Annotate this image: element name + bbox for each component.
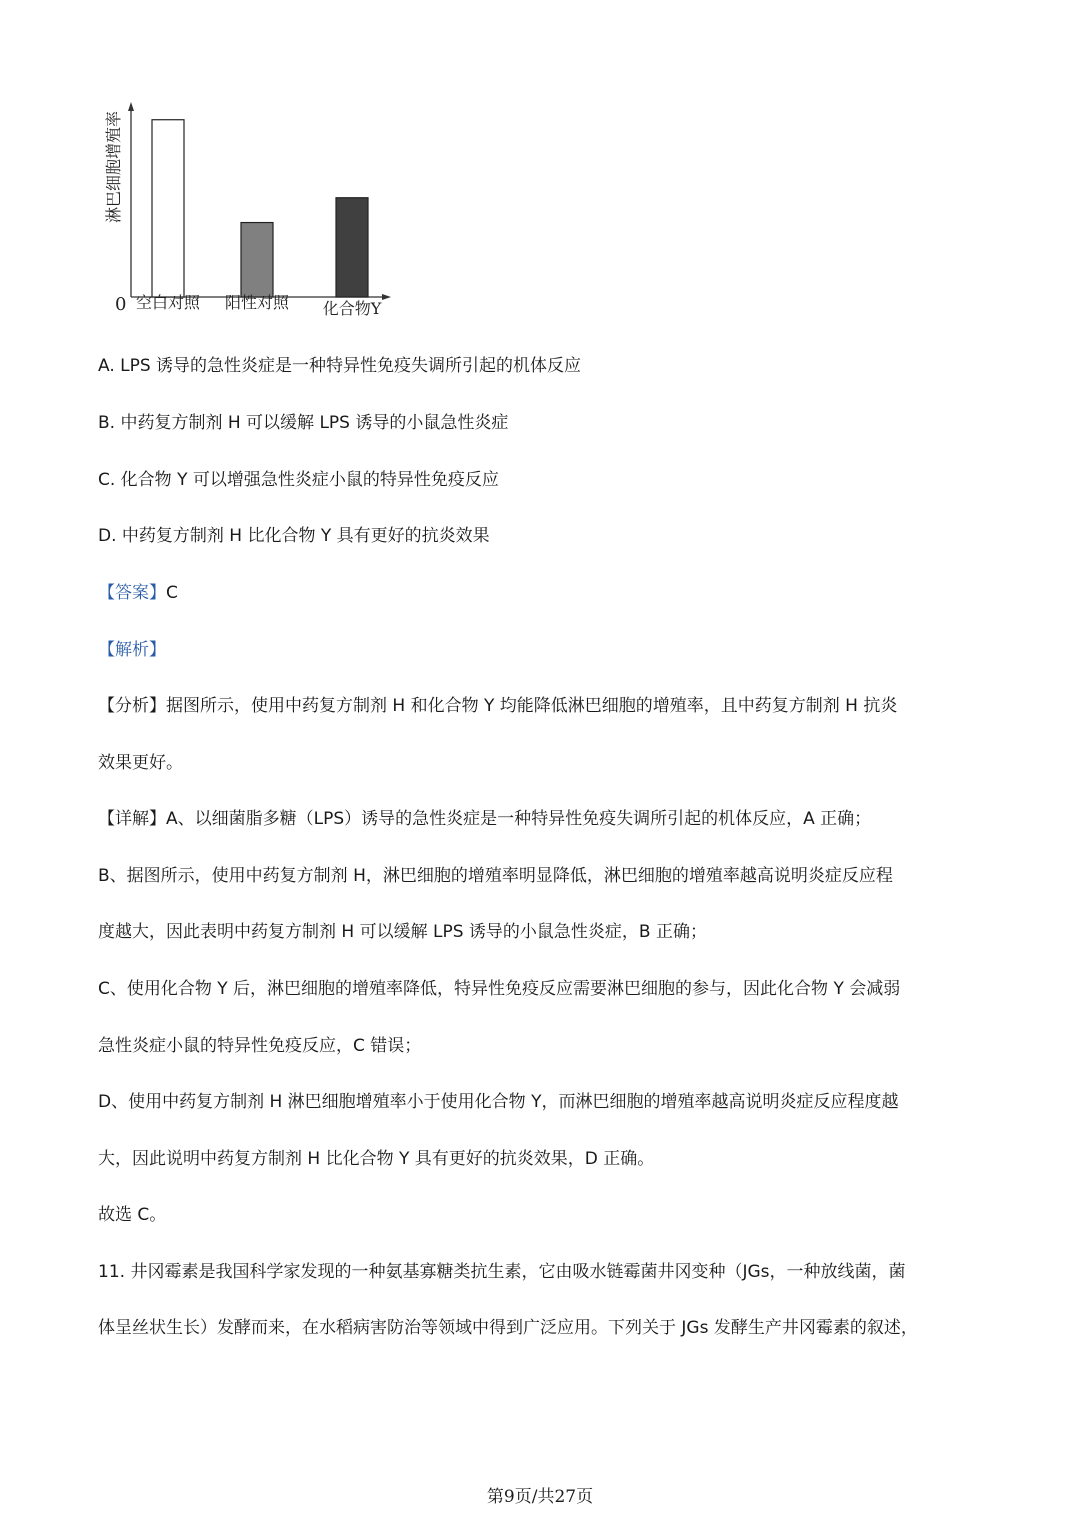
page-footer: 第9页/共27页: [486, 1487, 594, 1507]
x-tick-label: 空白对照: [135, 293, 201, 312]
xiangjie-tag: 【详解】: [98, 809, 166, 829]
xiangjie-d-1: D、使用中药复方制剂 H 淋巴细胞增殖率小于使用化合物 Y，而淋巴细胞的增殖率越高说明炎症反应程度越: [98, 1092, 899, 1112]
origin-label: 0: [115, 294, 127, 315]
x-axis-arrow: [382, 294, 391, 300]
fenxi-tag: 【分析】: [98, 696, 166, 716]
y-axis-arrow: [128, 102, 134, 111]
question11-line2: 体呈丝状生长）发酵而来，在水稻病害防治等领域中得到广泛应用。下列关于 JGs 发酵生产井冈霉素的叙述，: [98, 1318, 918, 1338]
answer-line: [98, 579, 178, 607]
option-d: D. 中药复方制剂 H 比化合物 Y 具有更好的抗炎效果: [98, 526, 490, 546]
fenxi-text-1: 据图所示，使用中药复方制剂 H 和化合物 Y 均能降低淋巴细胞的增殖率，且中药复方制剂 H 抗炎: [166, 696, 898, 716]
xiangjie-c-2: 急性炎症小鼠的特异性免疫反应，C 错误；: [98, 1036, 422, 1056]
analysis-fenxi-line1: [98, 692, 897, 720]
xiangjie-c-1: C、使用化合物 Y 后，淋巴细胞的增殖率降低，特异性免疫反应需要淋巴细胞的参与，因此化合物 Y 会减弱: [98, 979, 901, 999]
analysis-xiangjie-line: [98, 805, 871, 833]
bar: [152, 120, 184, 297]
bar: [241, 223, 273, 297]
analysis-tag: 【解析】: [98, 640, 166, 660]
fenxi-text-2: 效果更好。: [98, 753, 183, 773]
answer-tag: 【答案】: [98, 583, 166, 603]
y-axis-label: 淋巴细胞增殖率: [104, 110, 123, 224]
question11-line1: 11. 井冈霉素是我国科学家发现的一种氨基寡糖类抗生素，它由吸水链霉菌井冈变种（JGs，一种放线菌，菌: [98, 1262, 906, 1282]
option-b: B. 中药复方制剂 H 可以缓解 LPS 诱导的小鼠急性炎症: [98, 413, 509, 433]
x-tick-label: 阳性对照: [224, 293, 290, 312]
xiangjie-b-2: 度越大，因此表明中药复方制剂 H 可以缓解 LPS 诱导的小鼠急性炎症，B 正确；: [98, 922, 707, 942]
bar: [336, 198, 368, 297]
xiangjie-b-1: B、据图所示，使用中药复方制剂 H，淋巴细胞的增殖率明显降低，淋巴细胞的增殖率越高说明炎症反应程: [98, 866, 893, 886]
option-a: A. LPS 诱导的急性炎症是一种特异性免疫失调所引起的机体反应: [98, 356, 582, 376]
bar-chart: [95, 100, 405, 330]
xiangjie-a: A、以细菌脂多糖（LPS）诱导的急性炎症是一种特异性免疫失调所引起的机体反应，A 正确；: [166, 809, 872, 829]
x-tick-label: 化合物Y: [322, 299, 382, 318]
option-c: C. 化合物 Y 可以增强急性炎症小鼠的特异性免疫反应: [98, 470, 499, 490]
answer-value: C: [166, 583, 178, 603]
xiangjie-d-2: 大，因此说明中药复方制剂 H 比化合物 Y 具有更好的抗炎效果，D 正确。: [98, 1149, 655, 1169]
conclusion: 故选 C。: [98, 1205, 167, 1225]
